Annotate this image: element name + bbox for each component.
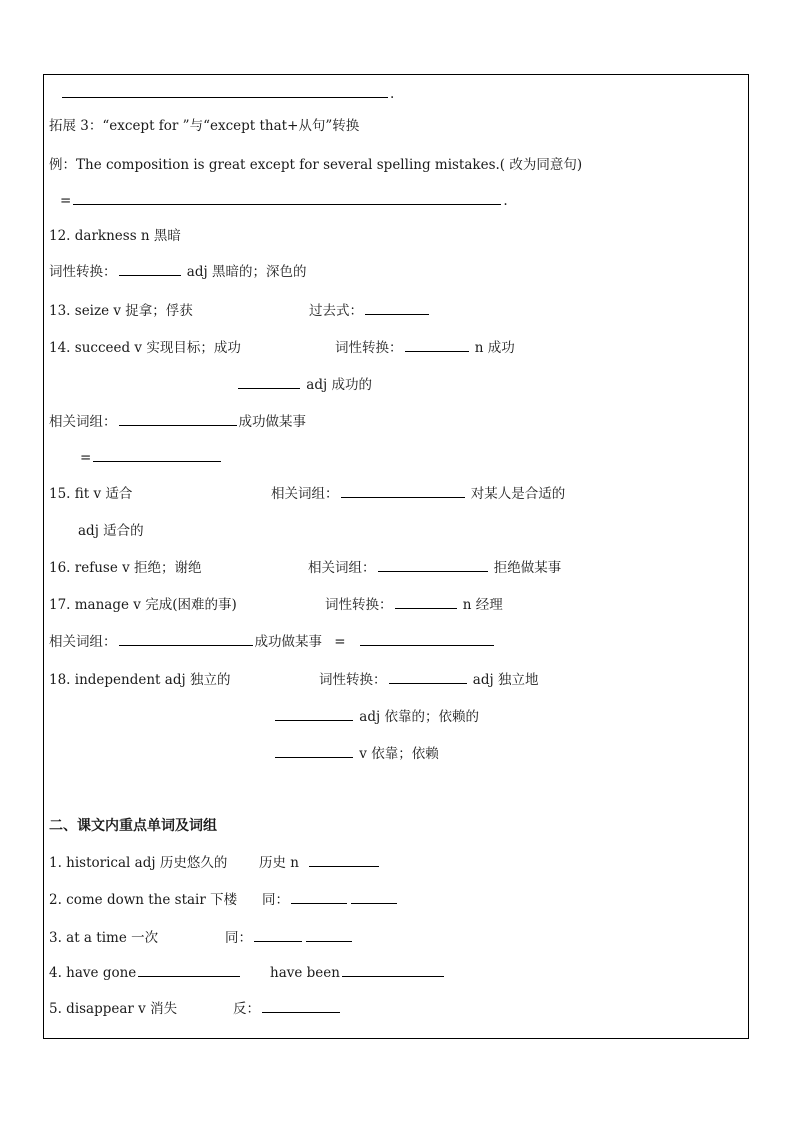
item-12-conversion: [49, 263, 306, 281]
answer-blank[interactable]: [238, 388, 300, 389]
row-text: 4. have gone: [49, 965, 137, 981]
item-18: [49, 671, 230, 689]
top-answer-line: [60, 85, 394, 103]
answer-blank[interactable]: [275, 757, 353, 758]
answer-blank[interactable]: [275, 720, 353, 721]
item-13: [49, 302, 193, 320]
phrase-meaning: 拒绝做某事: [493, 560, 562, 576]
example-sentence: 例：The composition is great except for several spelling mistakes.( 改为同意句): [49, 157, 583, 173]
section-2-row-5-answer: [233, 1000, 342, 1018]
answer-blank[interactable]: [341, 497, 465, 498]
item-17: [49, 596, 237, 614]
item-12: [49, 227, 181, 245]
item-17-phrase: [49, 633, 496, 651]
label: 同：: [262, 892, 289, 908]
answer-blank[interactable]: [73, 204, 501, 205]
item-12-text: 12. darkness n 黑暗: [49, 228, 181, 244]
phrase-meaning: 成功做某事: [238, 414, 306, 430]
item-15-text: 15. fit v 适合: [49, 486, 133, 502]
item-16: [49, 559, 202, 577]
label: 词性转换：: [335, 340, 403, 356]
answer-blank[interactable]: [93, 461, 221, 462]
answer-blank[interactable]: [360, 645, 494, 646]
section-2-row-2: [49, 891, 237, 909]
extension-3-answer: [60, 192, 508, 210]
section-title: 二、课文内重点单词及词组: [49, 818, 217, 834]
section-2-row-2-answer: [262, 891, 399, 909]
pos-meaning: adj 依靠的；依赖的: [359, 709, 479, 725]
answer-blank[interactable]: [309, 866, 379, 867]
label: 词性转换：: [49, 264, 117, 280]
label: 相关词组：: [271, 486, 339, 502]
row-text: 2. come down the stair 下楼: [49, 892, 238, 908]
item-13-text: 13. seize v 捉拿；俘获: [49, 303, 193, 319]
label: 相关词组：: [308, 560, 376, 576]
answer-blank[interactable]: [306, 941, 352, 942]
pos-meaning: adj 适合的: [78, 523, 144, 539]
label: 词性转换：: [325, 597, 393, 613]
section-2-row-3: [49, 929, 158, 947]
answer-blank[interactable]: [138, 976, 240, 977]
section-2-row-1-answer: [259, 854, 381, 872]
answer-blank[interactable]: [119, 275, 181, 276]
section-2-row-4: [49, 964, 242, 982]
label: 过去式：: [309, 303, 363, 319]
answer-blank[interactable]: [254, 941, 302, 942]
item-16-phrase: [308, 559, 561, 577]
item-14-phrase-eq: [80, 449, 223, 467]
item-13-past: [309, 302, 431, 320]
section-2-row-1: [49, 854, 227, 872]
label: 历史 n: [259, 855, 299, 871]
item-18-conversion: [319, 671, 538, 689]
answer-blank[interactable]: [342, 976, 444, 977]
item-18-verb: [273, 745, 439, 763]
pos-meaning: adj 独立地: [472, 672, 539, 688]
item-14-conversion: [335, 339, 515, 357]
period: .: [390, 86, 395, 102]
item-14-text: 14. succeed v 实现目标；成功: [49, 340, 241, 356]
item-17-conversion: [325, 596, 503, 614]
item-15-adj: [78, 522, 144, 540]
equals-sign: =: [80, 450, 92, 466]
answer-blank[interactable]: [395, 608, 457, 609]
pos-meaning: adj 黑暗的；深色的: [186, 264, 307, 280]
extension-3-title: [49, 117, 359, 135]
item-18-text: 18. independent adj 独立的: [49, 672, 231, 688]
item-17-text: 17. manage v 完成(困难的事): [49, 597, 237, 613]
pos-meaning: n 成功: [474, 340, 515, 356]
answer-blank[interactable]: [119, 645, 253, 646]
item-18-adj: [273, 708, 479, 726]
period: .: [503, 193, 508, 209]
answer-blank[interactable]: [291, 903, 347, 904]
row-text: 3. at a time 一次: [49, 930, 159, 946]
answer-blank[interactable]: [262, 1012, 340, 1013]
item-16-text: 16. refuse v 拒绝；谢绝: [49, 560, 202, 576]
row-text: have been: [270, 965, 340, 981]
extension-3-text: 拓展 3：“except for ”与“except that+从句”转换: [49, 118, 360, 134]
answer-blank[interactable]: [378, 571, 488, 572]
answer-blank[interactable]: [405, 351, 469, 352]
extension-3-example: [49, 156, 582, 174]
label: 相关词组：: [49, 414, 117, 430]
label: 相关词组：: [49, 634, 117, 650]
answer-blank[interactable]: [389, 683, 467, 684]
label: 同：: [225, 930, 252, 946]
equals-sign: =: [334, 634, 346, 650]
answer-blank[interactable]: [351, 903, 397, 904]
item-14-adj: [236, 376, 372, 394]
row-text: 1. historical adj 历史悠久的: [49, 855, 228, 871]
pos-meaning: adj 成功的: [306, 377, 372, 393]
phrase-meaning: 成功做某事: [254, 634, 322, 650]
item-15-phrase: [271, 485, 565, 503]
answer-blank[interactable]: [365, 314, 429, 315]
phrase-meaning: 对某人是合适的: [470, 486, 566, 502]
pos-meaning: v 依靠；依赖: [359, 746, 439, 762]
pos-meaning: n 经理: [462, 597, 503, 613]
section-2-row-3-answer: [225, 929, 354, 947]
answer-blank[interactable]: [119, 425, 237, 426]
equals-sign: =: [60, 193, 72, 209]
row-text: 5. disappear v 消失: [49, 1001, 178, 1017]
item-14: [49, 339, 241, 357]
label: 词性转换：: [319, 672, 387, 688]
item-14-phrase: [49, 413, 306, 431]
section-2-row-5: [49, 1000, 177, 1018]
label: 反：: [233, 1001, 260, 1017]
section-2-row-4b: [270, 964, 446, 982]
section-2-heading: [49, 817, 217, 835]
item-15: [49, 485, 132, 503]
answer-blank[interactable]: [62, 97, 388, 98]
